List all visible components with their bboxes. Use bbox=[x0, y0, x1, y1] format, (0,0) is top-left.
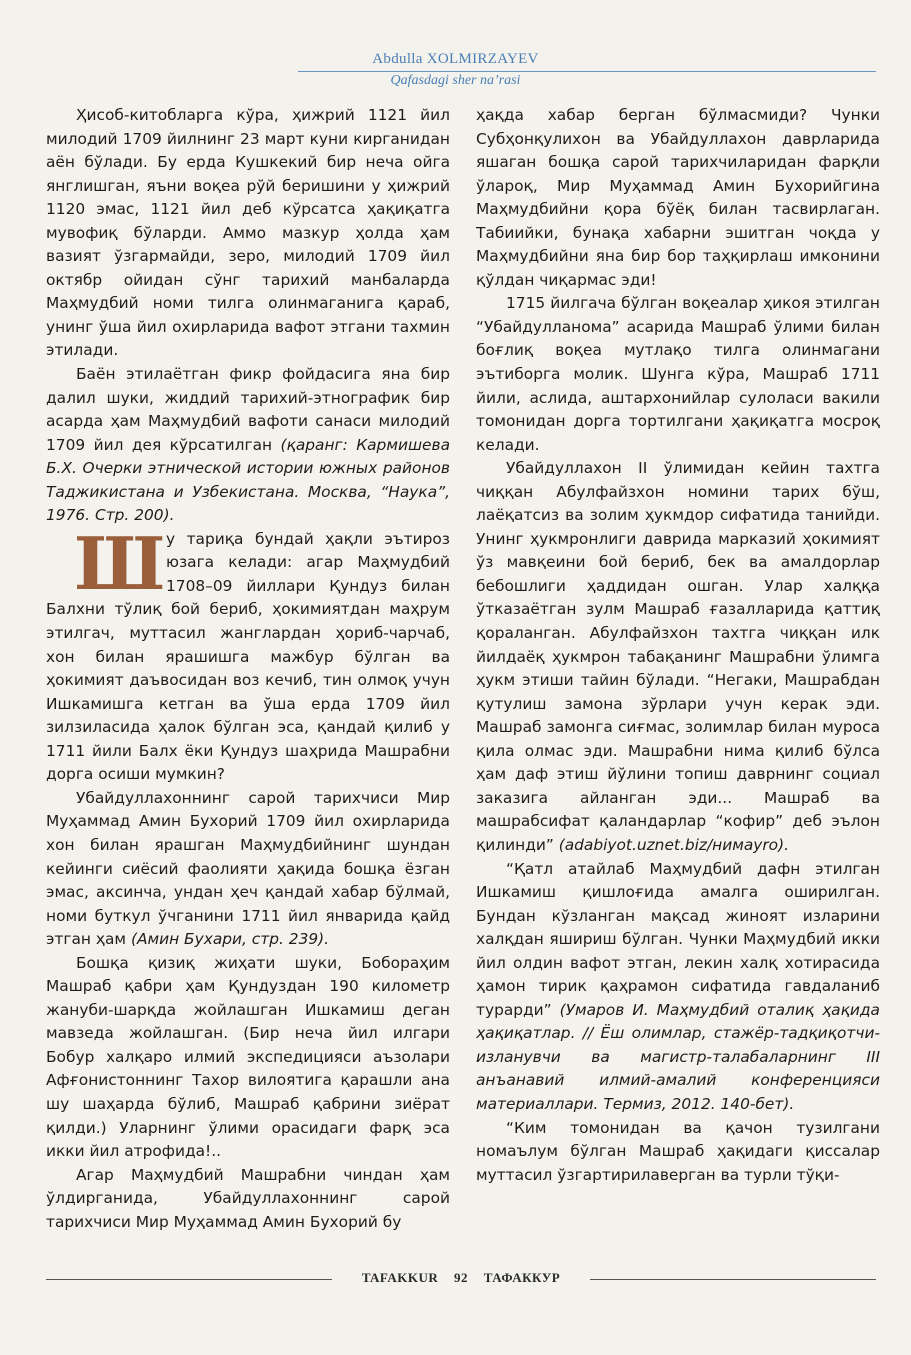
paragraph bbox=[476, 858, 880, 1117]
paragraph: 1715 йилгача бўлган воқеалар ҳикоя этилган “Убайдулланома” асарида Машраб ўлими билан боғлиқ воқеа мутлақо тилга олинмагани эътиборга молик. Шунга кўра, Машраб 1711 йили, аслида, аштархонийлар сулоласи вакили томонидан дорга тортилгани ҳақиқатга мосроқ келади. bbox=[476, 294, 880, 454]
paragraph bbox=[46, 363, 450, 528]
citation: (adabiyot.uznet.biz/нимаyro). bbox=[558, 835, 789, 854]
paragraph bbox=[46, 787, 450, 952]
paragraph bbox=[476, 457, 880, 857]
right-column bbox=[476, 104, 880, 1187]
paragraph-text: “Қатл атайлаб Маҳмудбий дафн этилган Ишкамиш қишлоғида амалга оширилган. Бундан кўзланган мақсад жиноят изларини халқдан яшириш бўлган. Чунки Маҳмудбий икки йил олдин вафот этган, лекин халқ хотирасида ҳамон тирик қаҳрамон сифатида гавдаланиб турарди” bbox=[476, 859, 880, 1019]
paragraph-text: Убайдуллахон II ўлимидан кейин тахтга чиққан Абулфайзхон номини тарих бўш, лаёқатсиз ва золим ҳукмдор сифатида танийди. Унинг ҳукмронлиги даврида марказий ҳокимият ўз мавқеини бой бериб, бек ва амалдорлар бебошлиги ҳаддидан ошган. Улар халққа ўтказаётган зулм Машраб ғазалларида қаттиқ қораланган. Абулфайзхон тахтга чиққан илк йилдаёқ ҳукмрон табақанинг Машрабни ўлимга ҳукм этиши тайин бўлади. “Негаки, Машрабдан қутулиш замона зўрлари учун керак эди. Машраб замонга сиғмас, золимлар билан муроса қила олмас эди. Машрабни нима қилиб бўлса ҳам даф этиш йўлини топиш даврнинг социал заказига айланган эди... Машраб ва машрабсифат қаландарлар “кофир” деб эълон қилинди” bbox=[476, 459, 880, 854]
citation: (Умаров И. Маҳмудбий оталиқ ҳақида ҳақиқатлар. // Ёш олимлар, стажёр-тадқиқотчи-изланувчи ва магистр-талабаларнинг III анъанавий илмий-амалий конференцияси материаллари. Термиз, 2012. 140-бет). bbox=[476, 1000, 880, 1113]
journal-name-cyrillic: ТАФАККУР bbox=[483, 1270, 561, 1285]
footer-label bbox=[336, 1270, 586, 1286]
header-author: Abdulla XOLMIRZAYEV bbox=[372, 51, 539, 67]
footer-rule-right bbox=[590, 1279, 876, 1280]
footer-rule-left bbox=[46, 1279, 332, 1280]
paragraph: Ҳисоб-китобларга кўра, ҳижрий 1121 йил милодий 1709 йилнинг 23 март куни кирганидан аён бўлади. Бу ерда Кушкекий бир неча ойга янглишган, яъни воқеа рўй беришини у ҳижрий 1120 эмас, 1121 йил деб кўрсатса ҳақиқатга мувофиқ бўларди. Аммо мазкур ҳолда ҳам вазият ўзгармайди, зеро, милодий 1709 йил октябр ойидан сўнг тарихий манбаларда Маҳмудбий номи тилга олинмаганига қараб, унинг ўша йил охирларида вафот этгани тахмин этилади. bbox=[46, 106, 450, 360]
page-footer bbox=[46, 1270, 876, 1290]
header-article-title: Qafasdagi sher na’rasi bbox=[390, 73, 521, 88]
paragraph-text: у тариқа бундай ҳақли эътироз юзага келади: агар Маҳмудбий 1708–09 йиллари Қундуз билан Балхни тўлиқ бой бериб, ҳокимиятдан маҳрум этилгач, муттасил жанглардан ҳориб-чарчаб, хон билан ярашишга мажбур бўлган ва ҳокимият даъвосидан воз кечиб, тин олмоқ учун Ишкамишга кетган ва ўша ерда 1709 йил зилзиласида ҳалок бўлган эса, қандай қилиб у 1711 йили Балх ёки Қундуз шаҳрида Машрабни дорга осиши мумкин? bbox=[46, 529, 450, 784]
drop-cap: Ш bbox=[74, 520, 166, 606]
citation: (Амин Бухари, стр. 239). bbox=[130, 930, 330, 949]
paragraph: Бошқа қизиқ жиҳати шуки, Бобораҳим Машраб қабри ҳам Қундуздан 190 километр жануби-шарқда жойлашган Ишкамиш деган мавзеда жойлашган. (Бир неча йил илгари Бобур халқаро илмий экспедицияси аъзолари Афғонистоннинг Тахор вилоятига қарашли ана шу шаҳарда бўлиб, Машраб қабрини зиёрат қилди.) Уларнинг ўлими орасидаги фарқ эса икки йил атрофида!.. bbox=[46, 953, 450, 1161]
journal-name-latin: TAFAKKUR bbox=[361, 1270, 439, 1285]
left-column bbox=[46, 104, 450, 1234]
header-divider bbox=[298, 71, 876, 72]
citation: (қаранг: Кармишева Б.Х. Очерки этнической истории южных районов Таджикистана и Узбекистана. Москва, “Наука”, 1976. Стр. 200). bbox=[46, 435, 450, 525]
paragraph-with-dropcap bbox=[46, 520, 450, 787]
paragraph-text: Баён этилаётган фикр фойдасига яна бир далил шуки, жиддий тарихий-этнографик бир асарда ҳам Маҳмудбий вафоти санаси милодий 1709 йил дея кўрсатилган bbox=[46, 365, 450, 454]
paragraph: Агар Маҳмудбий Машрабни чиндан ҳам ўлдирганида, Убайдуллахоннинг сарой тарихчиси Мир Муҳаммад Амин Бухорий бу bbox=[46, 1165, 450, 1231]
page-number: 92 bbox=[454, 1270, 469, 1285]
paragraph-text: Убайдуллахоннинг сарой тарихчиси Мир Муҳаммад Амин Бухорий 1709 йил охирларида хон билан ярашган Маҳмудбийнинг шундан кейинги сиёсий фаолияти ҳақида бошқа ёзган эмас, аксинча, ундан ҳеч қандай хабар бўлмай, номи буткул ўчганини 1711 йил январида қайд этган ҳам bbox=[46, 788, 450, 949]
paragraph: ҳақда хабар берган бўлмасмиди? Чунки Субҳонқулихон ва Убайдуллахон даврларида яшаган бошқа сарой тарихчиларидан фарқли ўлароқ, Мир Муҳаммад Амин Бухорийгина Маҳмудбийни қора бўёқ билан тасвирлаган. Табиийки, бунақа хабарни эшитган чоқда у Маҳмудбийни яна бир бор таҳқирлаш имконини қўлдан чиқармас эди! bbox=[476, 106, 880, 289]
paragraph: “Ким томонидан ва қачон тузилгани номаълум бўлган Машраб ҳақидаги қиссалар муттасил ўзгартирилаверган ва турли тўқи- bbox=[476, 1118, 880, 1184]
page-header bbox=[0, 46, 911, 86]
